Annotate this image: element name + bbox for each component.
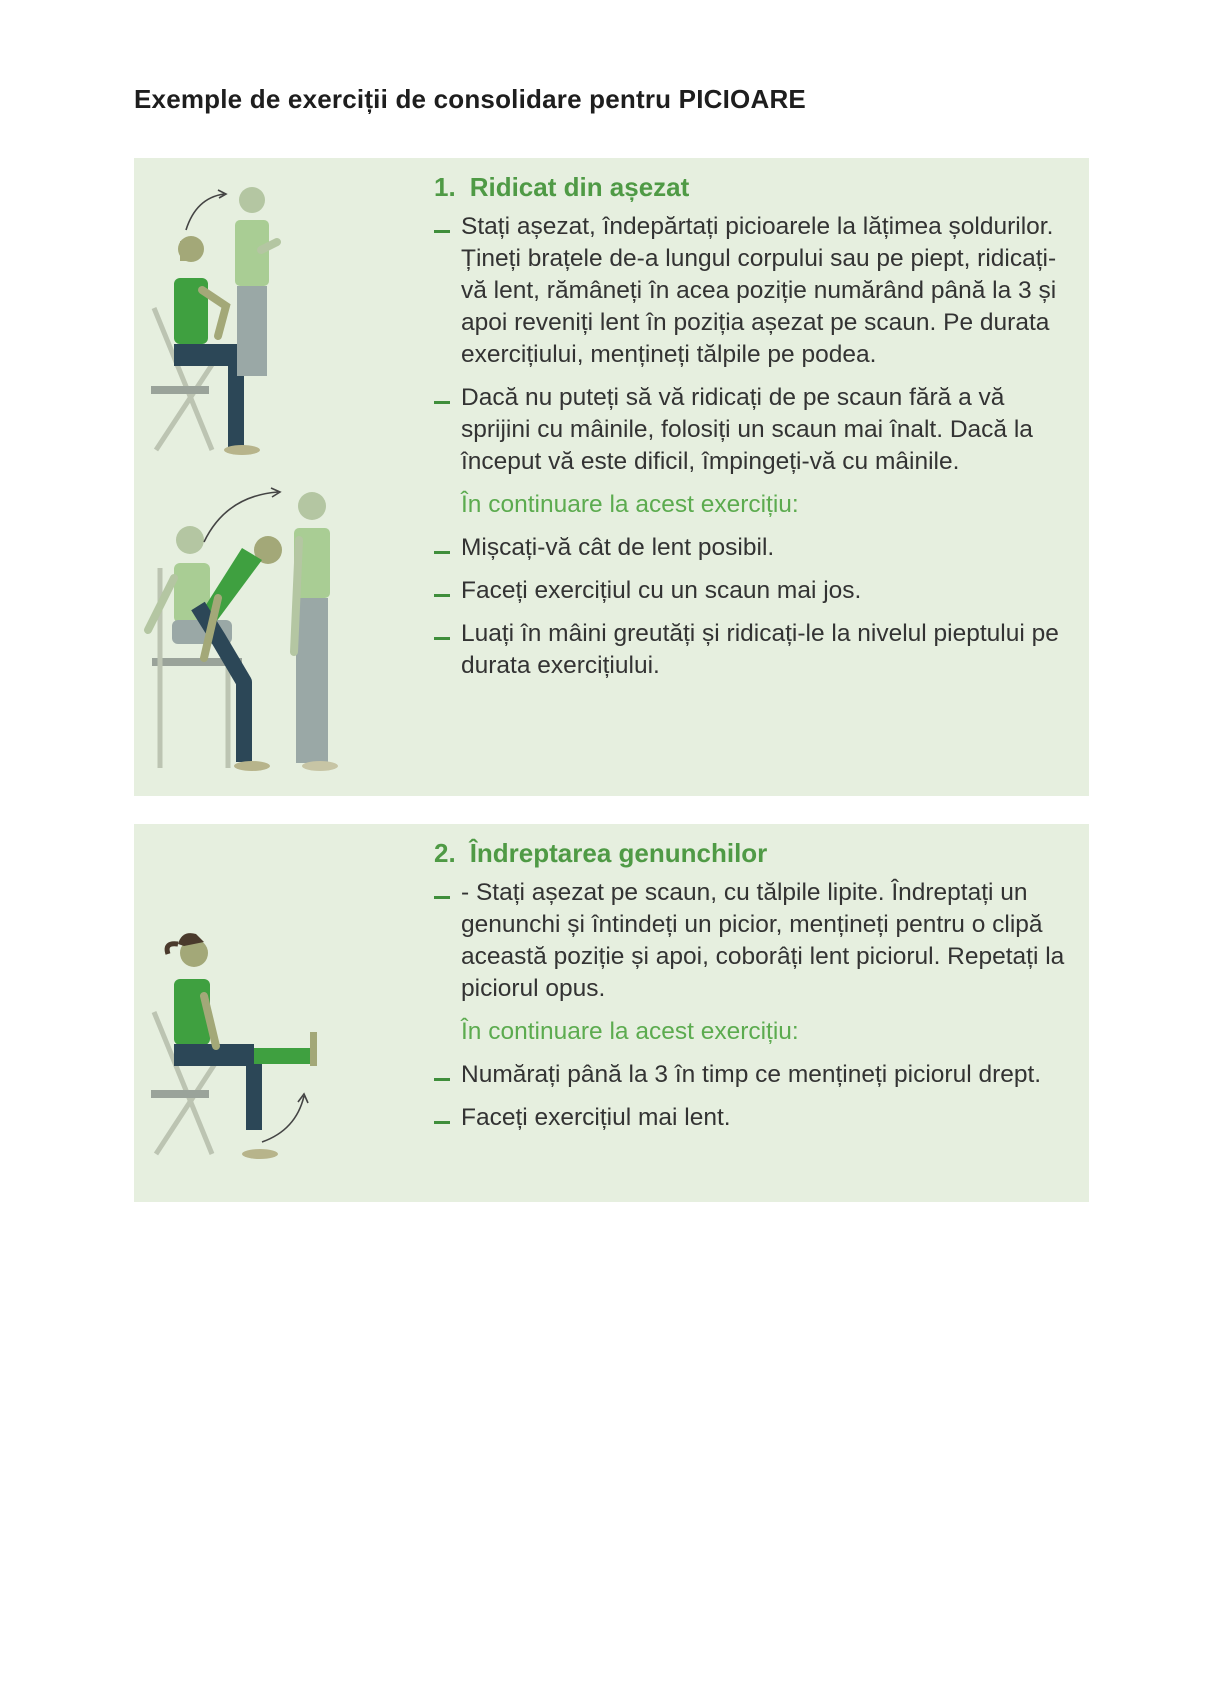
exercise-number: 2. (434, 838, 456, 868)
sit-to-stand-illustration (134, 158, 434, 796)
arrow-icon (204, 492, 278, 542)
page-title: Exemple de exerciții de consolidare pentru PICIOARE (134, 84, 806, 114)
steps-list (434, 211, 1074, 478)
list-item: Luați în mâini greutăți și ridicați-le la nivelul pieptului pe durata exercițiului. (434, 618, 1074, 682)
dash-bullet-icon (434, 594, 450, 597)
rising-person-icon (198, 536, 282, 771)
exercise-content (434, 838, 1074, 1145)
dash-bullet-icon (434, 551, 450, 554)
dash-bullet-icon (434, 1121, 450, 1124)
exercise-number: 1. (434, 172, 456, 202)
continuation-list (434, 532, 1074, 682)
list-item: Stați așezat, îndepărtați picioarele la lățimea șoldurilor. Țineți brațele de-a lungul corpului sau pe piept, ridicați-vă lent, rămâneți în acea poziție numărând până la 3 și apoi reveniți lent în poziția așezat pe scaun. Pe durata exercițiului, mențineți tălpile pe podea. (434, 211, 1074, 371)
continuation-heading: În continuare la acest exercițiu: (461, 491, 799, 518)
standing-person-icon (294, 492, 338, 771)
dash-bullet-icon (434, 637, 450, 640)
continuation-heading: În continuare la acest exercițiu: (461, 1018, 799, 1045)
list-item: Dacă nu puteți să vă ridicați de pe scaun fără a vă sprijini cu mâinile, folosiți un scaun mai înalt. Dacă la început vă este dificil, împingeți-vă cu mâinile. (434, 382, 1074, 478)
continuation-list (434, 1059, 1074, 1134)
dash-bullet-icon (434, 230, 450, 233)
knee-extension-illustration (134, 824, 434, 1202)
list-item: Faceți exercițiul mai lent. (434, 1102, 1074, 1134)
list-item: - Stați așezat pe scaun, cu tălpile lipite. Îndreptați un genunchi și întindeți un picior, mențineți pentru o clipă această poziție și apoi, coborâți lent piciorul. Repetați la piciorul opus. (434, 877, 1074, 1005)
exercise-card-knee-extension (134, 824, 1089, 1202)
list-item: Faceți exercițiul cu un scaun mai jos. (434, 575, 1074, 607)
dash-bullet-icon (434, 896, 450, 899)
arrow-icon (262, 1096, 304, 1142)
dash-bullet-icon (434, 1078, 450, 1081)
exercise-title (434, 838, 1074, 869)
list-item: Numărați până la 3 în timp ce mențineți piciorul drept. (434, 1059, 1074, 1091)
arrow-icon (186, 194, 224, 230)
seated-person-ponytail-icon (167, 933, 317, 1159)
list-item: Mișcați-vă cât de lent posibil. (434, 532, 1074, 564)
exercise-name: Îndreptarea genunchilor (469, 838, 768, 868)
exercise-card-sit-to-stand (134, 158, 1089, 796)
steps-list (434, 877, 1074, 1005)
exercise-title (434, 172, 1074, 203)
standing-person-light-icon (235, 187, 277, 376)
exercise-name: Ridicat din așezat (469, 172, 690, 202)
dash-bullet-icon (434, 401, 450, 404)
exercise-content (434, 172, 1074, 693)
